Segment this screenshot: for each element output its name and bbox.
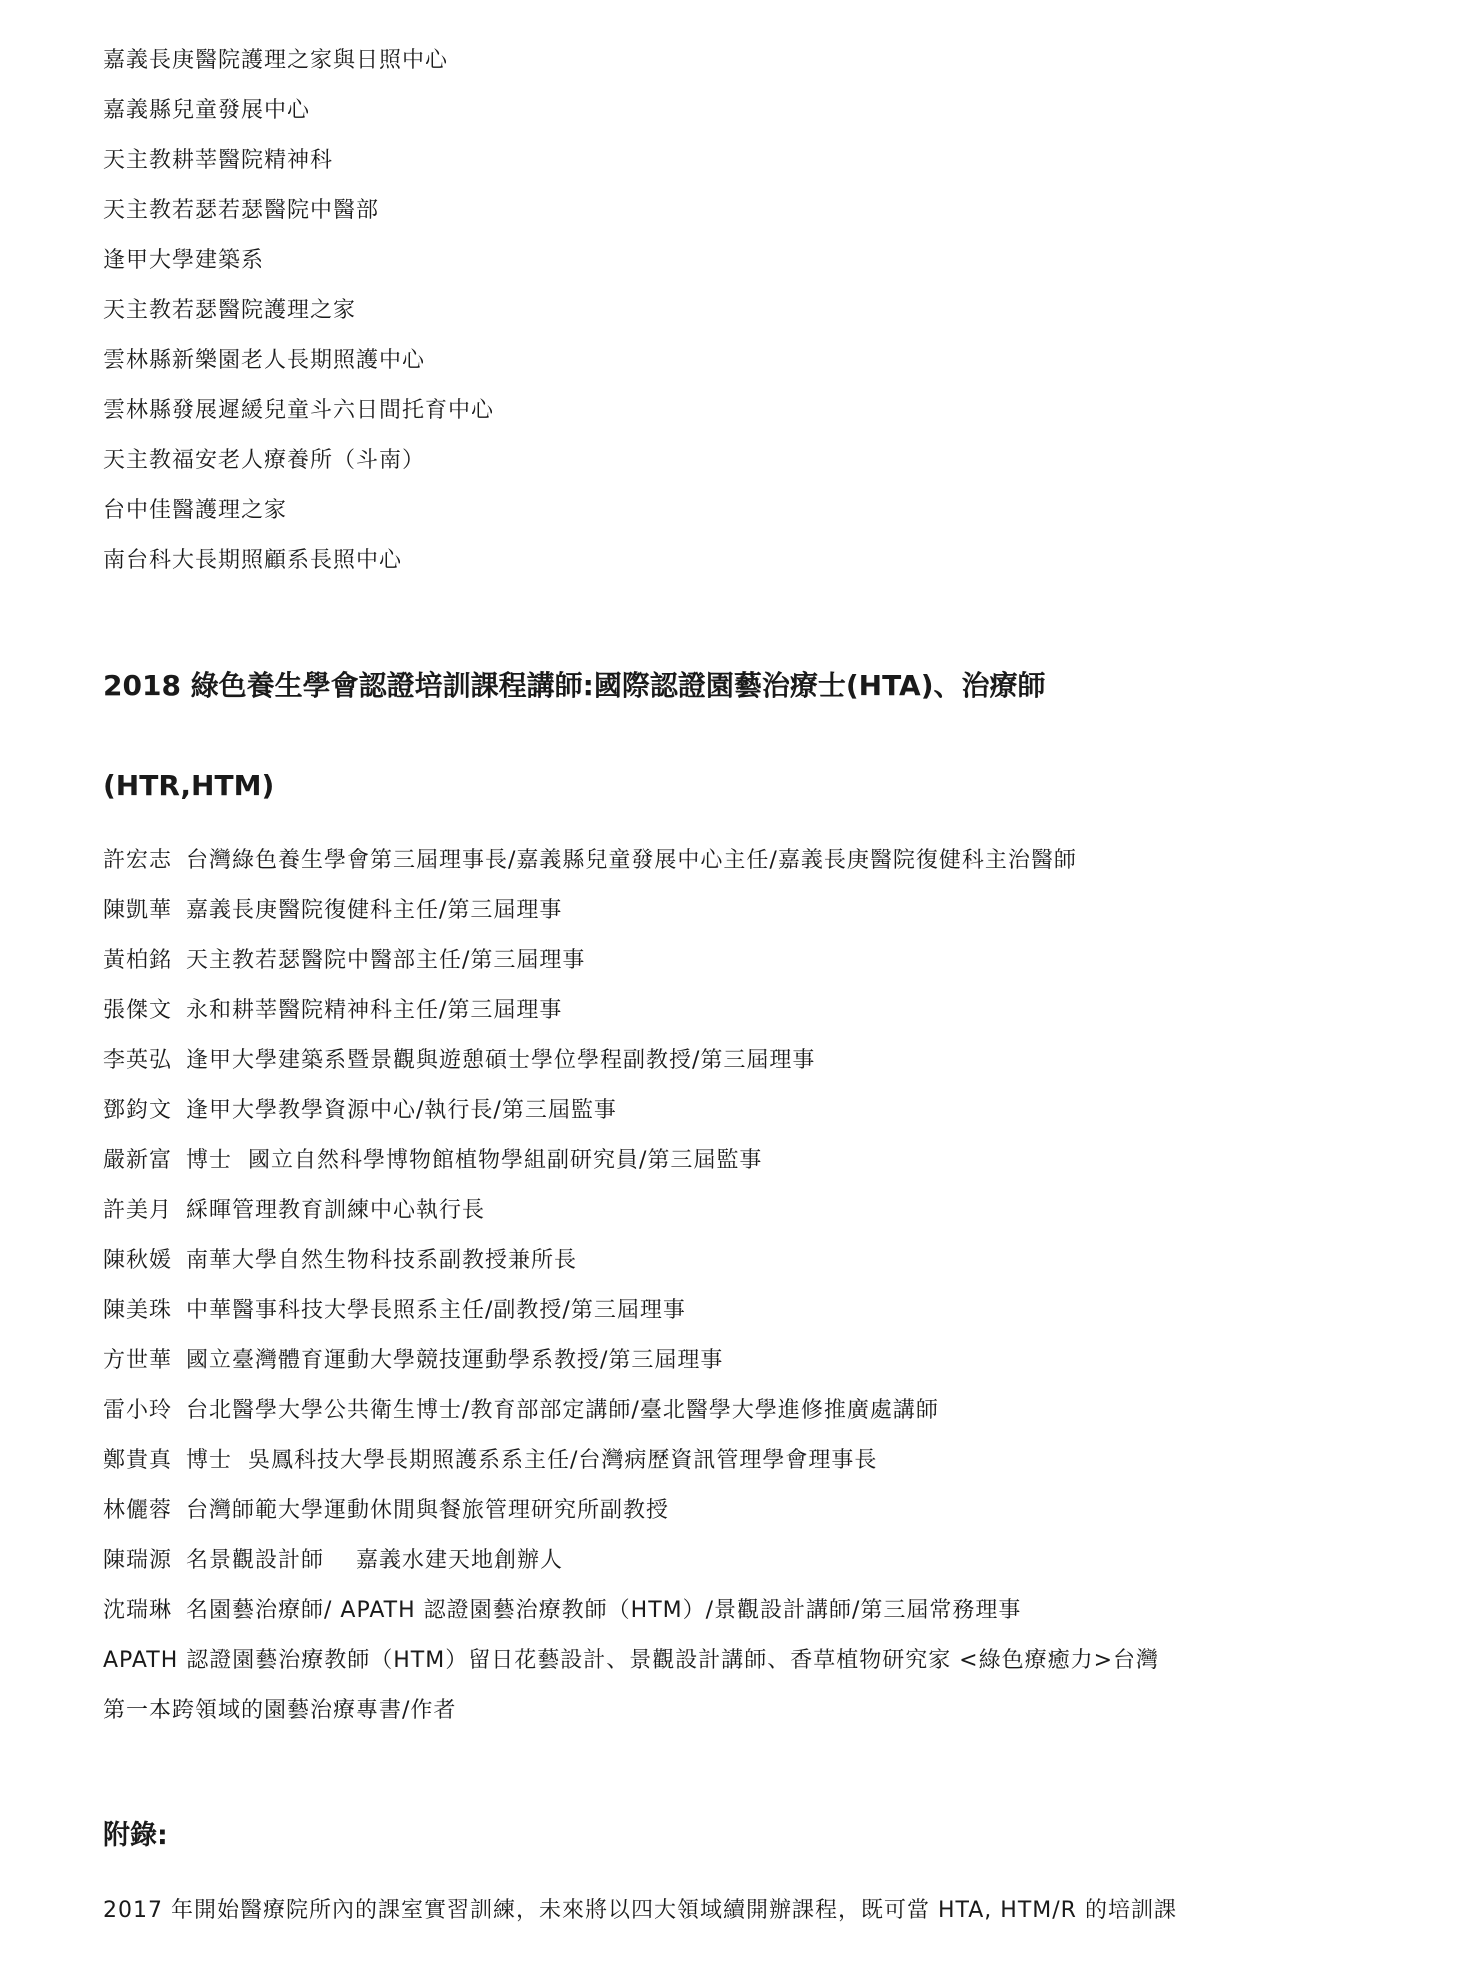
instructor-row bbox=[103, 1496, 669, 1526]
appendix-text: 2017 年開始醫療院所內的課室實習訓練，未來將以四大領域續開辦課程，既可當 HTA, HTM/R 的培訓課 bbox=[103, 1898, 1177, 1923]
instructor-title: 中華醫事科技大學長照系主任/副教授/第三屆理事 bbox=[186, 1298, 686, 1323]
instructor-title: 逢甲大學教學資源中心/執行長/第三屆監事 bbox=[186, 1098, 617, 1123]
instructor-title: 永和耕莘醫院精神科主任/第三屆理事 bbox=[186, 998, 563, 1023]
instructor-row bbox=[103, 1296, 686, 1326]
instructor-title: 台灣師範大學運動休閒與餐旅管理研究所副教授 bbox=[186, 1498, 670, 1523]
institution-item: 天主教福安老人療養所（斗南） bbox=[103, 448, 426, 473]
institution-item: 天主教若瑟醫院護理之家 bbox=[103, 298, 357, 323]
instructor-row bbox=[103, 996, 562, 1026]
instructor-title: 綵暉管理教育訓練中心執行長 bbox=[186, 1198, 486, 1223]
institution-item: 嘉義縣兒童發展中心 bbox=[103, 98, 311, 123]
instructor-title: 南華大學自然生物科技系副教授兼所長 bbox=[186, 1248, 578, 1273]
institution-item: 雲林縣新樂園老人長期照護中心 bbox=[103, 348, 426, 373]
instructor-name: 陳瑞源 bbox=[103, 1548, 173, 1573]
institution-item: 嘉義長庚醫院護理之家與日照中心 bbox=[103, 48, 449, 73]
instructor-name: 陳凱華 bbox=[103, 898, 173, 923]
instructor-row bbox=[103, 1396, 939, 1426]
instructor-name: 鄧鈞文 bbox=[103, 1098, 173, 1123]
instructor-name: 張傑文 bbox=[103, 998, 173, 1023]
institution-item: 台中佳醫護理之家 bbox=[103, 498, 288, 523]
instructor-title: 博士 吳鳳科技大學長期照護系系主任/台灣病歷資訊管理學會理事長 bbox=[186, 1448, 878, 1473]
institution-item: 南台科大長期照顧系長照中心 bbox=[103, 548, 403, 573]
instructor-note-continued: 第一本跨領域的園藝治療專書/作者 bbox=[103, 1698, 457, 1723]
appendix-heading: 附錄: bbox=[103, 1820, 168, 1851]
instructor-row bbox=[103, 846, 1077, 876]
instructor-name: 陳美珠 bbox=[103, 1298, 173, 1323]
instructor-note: APATH 認證園藝治療教師（HTM）留日花藝設計、景觀設計講師、香草植物研究家 <綠色療癒力>台灣 bbox=[103, 1648, 1160, 1673]
instructor-row bbox=[103, 1146, 762, 1176]
instructor-row bbox=[103, 1596, 1021, 1626]
instructor-name: 許宏志 bbox=[103, 848, 173, 873]
instructor-row bbox=[103, 1196, 485, 1226]
instructor-name: 許美月 bbox=[103, 1198, 173, 1223]
institution-item: 雲林縣發展遲緩兒童斗六日間托育中心 bbox=[103, 398, 495, 423]
section-heading-continued: (HTR,HTM) bbox=[103, 769, 275, 802]
instructor-row bbox=[103, 946, 585, 976]
section-heading: 2018 綠色養生學會認證培訓課程講師:國際認證園藝治療士(HTA)、治療師 bbox=[103, 669, 1046, 702]
instructor-name: 雷小玲 bbox=[103, 1398, 173, 1423]
instructor-name: 鄭貴真 bbox=[103, 1448, 173, 1473]
institution-item: 天主教若瑟若瑟醫院中醫部 bbox=[103, 198, 380, 223]
instructor-title: 名景觀設計師 嘉義水建天地創辦人 bbox=[186, 1548, 563, 1573]
institution-item: 天主教耕莘醫院精神科 bbox=[103, 148, 334, 173]
instructor-row bbox=[103, 1446, 877, 1476]
instructor-row bbox=[103, 1346, 723, 1376]
instructor-name: 嚴新富 bbox=[103, 1148, 173, 1173]
instructor-title: 國立臺灣體育運動大學競技運動學系教授/第三屆理事 bbox=[186, 1348, 724, 1373]
instructor-row bbox=[103, 1246, 577, 1276]
instructor-title: 天主教若瑟醫院中醫部主任/第三屆理事 bbox=[186, 948, 586, 973]
instructor-title: 台灣綠色養生學會第三屆理事長/嘉義縣兒童發展中心主任/嘉義長庚醫院復健科主治醫師 bbox=[186, 848, 1077, 873]
instructor-name: 陳秋媛 bbox=[103, 1248, 173, 1273]
instructor-title: 嘉義長庚醫院復健科主任/第三屆理事 bbox=[186, 898, 563, 923]
instructor-name: 沈瑞琳 bbox=[103, 1598, 173, 1623]
instructor-row bbox=[103, 896, 562, 926]
instructor-name: 黃柏銘 bbox=[103, 948, 173, 973]
instructor-title: 名園藝治療師/ APATH 認證園藝治療教師（HTM）/景觀設計講師/第三屆常務理事 bbox=[186, 1598, 1022, 1623]
instructor-title: 台北醫學大學公共衛生博士/教育部部定講師/臺北醫學大學進修推廣處講師 bbox=[186, 1398, 939, 1423]
instructor-row bbox=[103, 1096, 617, 1126]
instructor-row bbox=[103, 1046, 815, 1076]
instructor-name: 方世華 bbox=[103, 1348, 173, 1373]
instructor-name: 林儷蓉 bbox=[103, 1498, 173, 1523]
instructor-title: 博士 國立自然科學博物館植物學組副研究員/第三屆監事 bbox=[186, 1148, 763, 1173]
institution-item: 逢甲大學建築系 bbox=[103, 248, 265, 273]
instructor-row bbox=[103, 1546, 563, 1576]
instructor-name: 李英弘 bbox=[103, 1048, 173, 1073]
instructor-title: 逢甲大學建築系暨景觀與遊憩碩士學位學程副教授/第三屆理事 bbox=[186, 1048, 816, 1073]
